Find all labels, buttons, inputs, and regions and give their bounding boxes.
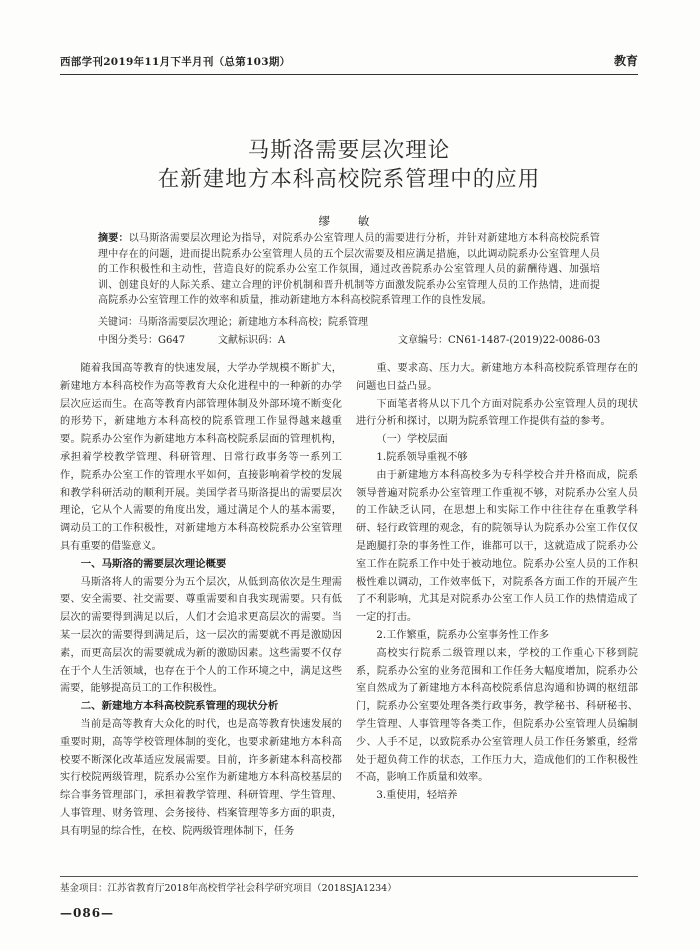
body-paragraph: 马斯洛将人的需要分为五个层次，从低到高依次是生理需要、安全需要、社交需要、尊重需要和自我实现需要。只有低层次的需要得到满足以后，人们才会追求更高层次的需要。当某一层次的需要得到满足后，这一层次的需要就不再是激励因素，而更高层次的需要就成为新的激励因素。这些需要不仅存在于个人生活领域，也存在于个人的工作环境之中，满足这些需要，能够提高员工的工作积极性。: [60, 576, 342, 695]
section-heading: （一）学校层面: [376, 434, 448, 446]
classification-line: [98, 331, 600, 345]
article-title-line2: 在新建地方本科高校院系管理中的应用: [157, 167, 541, 192]
running-header: [60, 52, 638, 75]
keywords: [98, 313, 600, 328]
body-paragraph: 当前是高等教育大众化的时代，也是高等教育快速发展的重要时期，高等学校管理体制的变化，也要求新建地方本科高校要不断深化改革适应发展需要。目前，许多新建本科高校都实行校院两级管理，院系办公室作为新建地方本科高校基层的综合事务管理部门，承担着教学管理、科研管理、学生管理、人事管理、财务管理、会务接待、档案管理等多方面的职责，具有明显的综合性，在校、院两级管理体制下，任务: [60, 718, 342, 837]
body-paragraph: 高校实行院系二级管理以来，学校的工作重心下移到院系，院系办公室的业务范围和工作任务大幅度增加，院系办公室自然成为了新建地方本科高校院系信息沟通和协调的枢纽部门，院系办公室要处理各类行政事务，教学秘书、科研秘书、学生管理、人事管理等各类工作，但院系办公室管理人员编制少、人手不足，以致院系办公室管理人员工作任务繁重，经常处于超负荷工作的状态，工作压力大，造成他们的工作积极性不高，影响工作质量和效率。: [356, 647, 638, 784]
body-paragraph: 下面笔者将从以下几个方面对院系办公室管理人员的现状进行分析和探讨，以期为院系管理工作提供有益的参考。: [356, 398, 638, 428]
section-heading: 1.院系领导重视不够: [376, 451, 468, 463]
clc-number: 中图分类号：G647: [98, 335, 186, 346]
author-name: 缪 敏: [318, 214, 382, 228]
keywords-label: 关键词：: [98, 317, 138, 328]
left-column: [60, 360, 342, 841]
section-label: 教育: [613, 54, 638, 68]
fund-footnote: 基金项目：江苏省教育厅2018年高校哲学社会科学研究项目（2018SJA1234）: [60, 876, 638, 894]
body-paragraph: 由于新建地方本科高校多为专科学校合并升格而成，院系领导普遍对院系办公室管理工作重视不够，对院系办公室人员的工作缺乏认同，在思想上和实际工作中往往存在重教学科研、轻行政管理的观念，有的院领导认为院系办公室工作仅仅是跑腿打杂的事务性工作，谁都可以干，这就造成了院系办公室工作在院系工作中处于被动地位。院系办公室人员的工作积极性难以调动，工作效率低下，对院系各方面工作的开展产生了不利影响，尤其是对院系办公室工作人员工作的热情造成了一定的打击。: [356, 469, 638, 624]
section-heading: 二、新建地方本科高校院系管理的现状分析: [80, 700, 279, 713]
document-code: 文献标识码：A: [218, 335, 286, 346]
section-heading: 一、马斯洛的需要层次理论概要: [80, 557, 227, 570]
keywords-text: 马斯洛需要层次理论；新建地方本科高校；院系管理: [138, 317, 368, 328]
page-number: —086—: [60, 906, 115, 920]
body-paragraph: 随着我国高等教育的快速发展，大学办学规模不断扩大，新建地方本科高校作为高等教育大众化进程中的一种新的办学层次应运而生。在高等教育内部管理体制及外部环境不断变化的形势下，新建地方本科高校的院系管理工作显得越来越重要。院系办公室作为新建地方本科高校院系层面的管理机构，承担着学校教学管理、科研管理、日常行政事务等一系列工作，院系办公室工作的管理水平如何，直接影响着学校的发展和教学科研活动的顺利开展。美国学者马斯洛提出的需要层次理论，它从个人需要的角度出发，通过满足个人的基本需要，调动员工的工作积极性，对新建地方本科高校院系办公室管理具有重要的借鉴意义。: [60, 363, 342, 552]
abstract: [98, 231, 600, 309]
right-column: [356, 360, 638, 805]
article-number: 文章编号：CN61-1487-(2019)22-0086-03: [398, 335, 601, 346]
journal-info: 西部学刊2019年11月下半月刊（总第103期）: [60, 56, 291, 68]
section-heading: 3.重使用，轻培养: [376, 790, 458, 802]
body-paragraph: 重、要求高、压力大。新建地方本科高校院系管理存在的问题也日益凸显。: [356, 363, 638, 392]
article-title-line1: 马斯洛需要层次理论: [247, 138, 451, 163]
body-columns: [60, 360, 638, 860]
section-heading: 2.工作繁重，院系办公室事务性工作多: [376, 629, 550, 641]
abstract-text: 以马斯洛需要层次理论为指导，对院系办公室管理人员的需要进行分析，并针对新建地方本科高校院系管理中存在的问题，进而提出院系办公室管理人员的五个层次需要及相应满足措施，以此调动院系办公室管理人员的工作积极性和主动性，营造良好的院系办公室工作氛围，通过改善院系办公室管理人员的薪酬待遇、加强培训、创建良好的人际关系、建立合理的评价机制和晋升机制等方面激发院系办公室管理人员的工作热情，进而提高院系办公室管理工作的效率和质量，推动新建地方本科高校院系管理工作的良性发展。: [98, 233, 600, 306]
abstract-label: 摘要：: [98, 233, 129, 244]
